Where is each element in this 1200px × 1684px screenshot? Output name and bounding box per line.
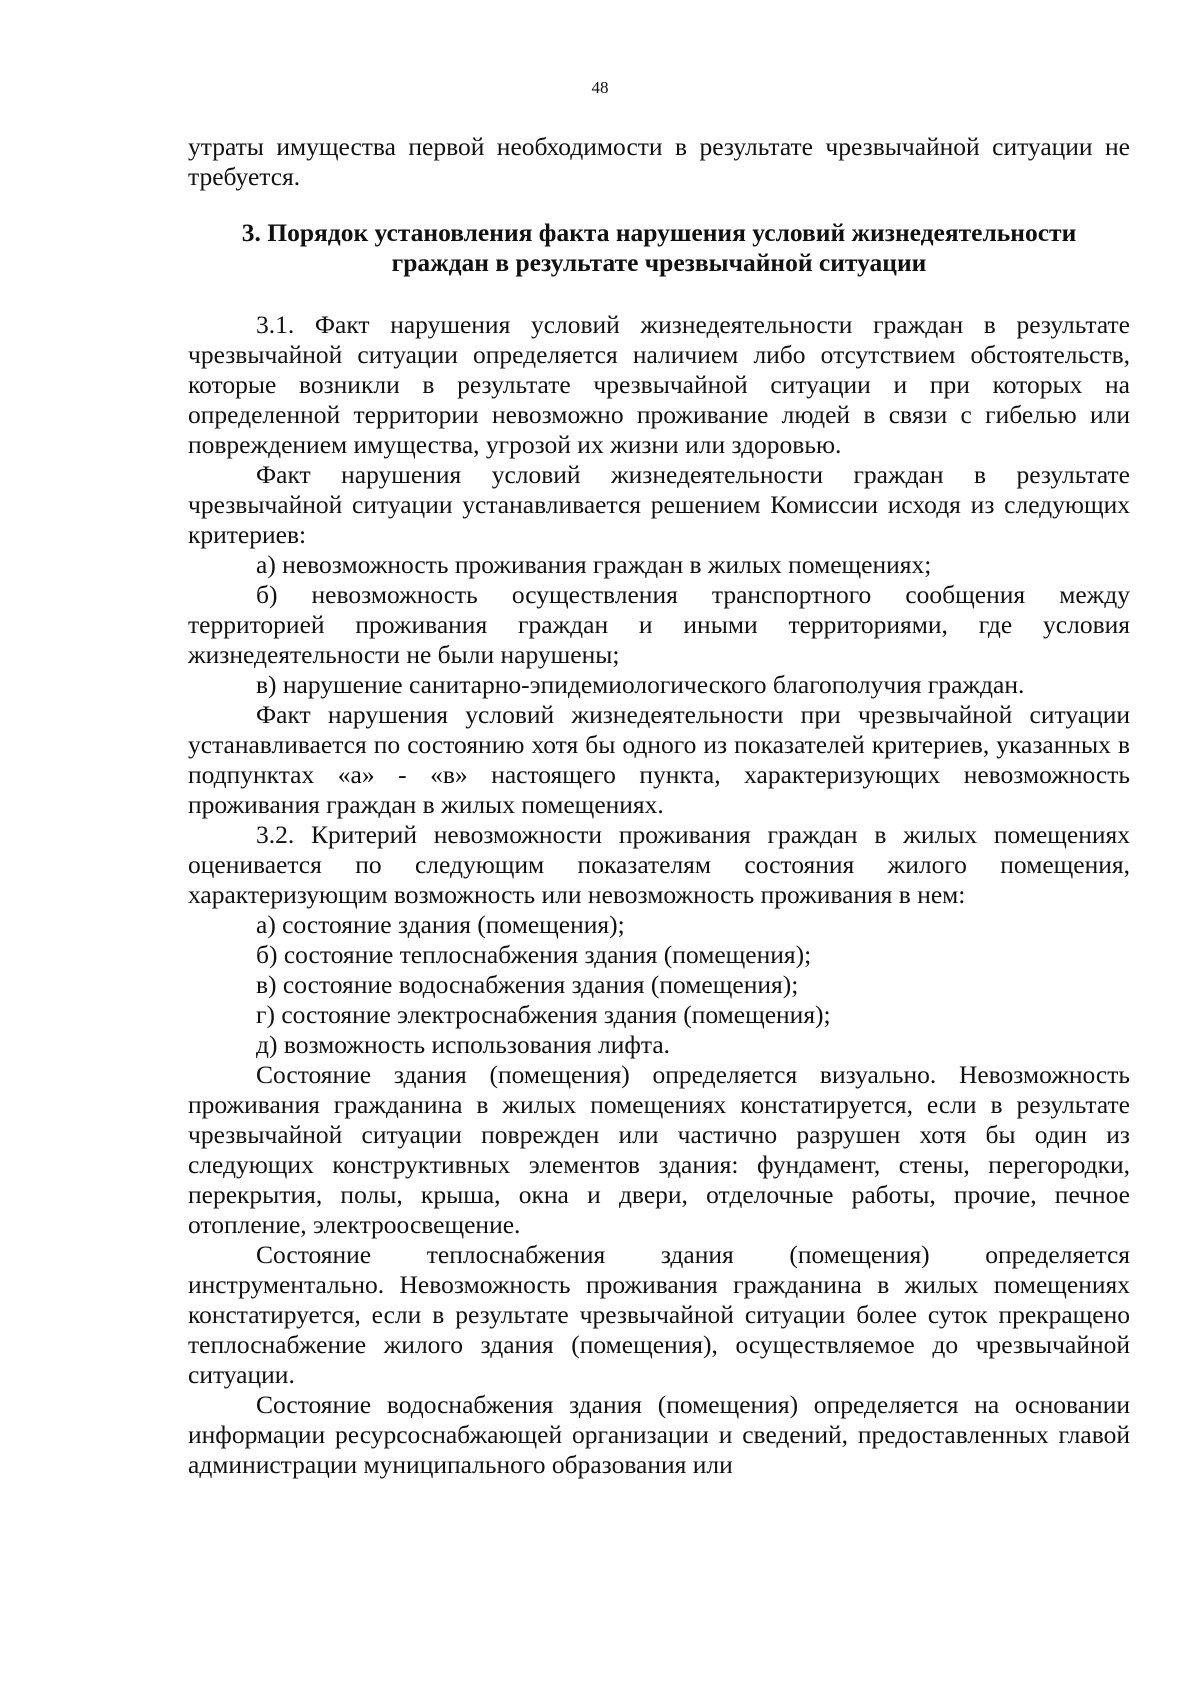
paragraph-3-1: 3.1. Факт нарушения условий жизнедеятельности граждан в результате чрезвычайной ситуации определяется наличием либо отсутствием обстоятельств, которые возникли в результате чрезвычайной ситуации и при которых на определенной территории невозможно проживание людей в связи с гибелью или повреждением имущества, угрозой их жизни или здоровью. (188, 310, 1130, 459)
intro-paragraph: утраты имущества первой необходимости в результате чрезвычайной ситуации не требуется. (188, 132, 1130, 191)
indicator-d: д) возможность использования лифта. (256, 1030, 671, 1059)
criterion-a: а) невозможность проживания граждан в жилых помещениях; (256, 550, 932, 579)
indicator-v: в) состояние водоснабжения здания (помещения); (256, 970, 799, 999)
indicator-b: б) состояние теплоснабжения здания (помещения); (256, 940, 812, 969)
criterion-b: б) невозможность осуществления транспортного сообщения между территорией проживания граждан и иными территориями, где условия жизнедеятельности не были нарушены; (188, 580, 1130, 669)
paragraph-criteria-rule: Факт нарушения условий жизнедеятельности при чрезвычайной ситуации устанавливается по состоянию хотя бы одного из показателей критериев, указанных в подпунктах «а» - «в» настоящего пункта, характеризующих невозможность проживания граждан в жилых помещениях. (188, 700, 1130, 819)
indicator-a: а) состояние здания (помещения); (256, 910, 625, 939)
paragraph-criteria-intro: Факт нарушения условий жизнедеятельности граждан в результате чрезвычайной ситуации устанавливается решением Комиссии исходя из следующих критериев: (188, 460, 1130, 549)
paragraph-heating-state: Состояние теплоснабжения здания (помещения) определяется инструментально. Невозможность проживания гражданина в жилых помещениях констатируется, если в результате чрезвычайной ситуации более суток прекращено теплоснабжение жилого здания (помещения), осуществляемое до чрезвычайной ситуации. (188, 1240, 1130, 1389)
paragraph-water-state: Состояние водоснабжения здания (помещения) определяется на основании информации ресурсоснабжающей организации и сведений, предоставленных главой администрации муниципального образования или (188, 1390, 1130, 1479)
section-heading-line-2: граждан в результате чрезвычайной ситуации (391, 248, 927, 277)
indicator-g: г) состояние электроснабжения здания (помещения); (256, 1000, 831, 1029)
section-heading (188, 218, 1130, 278)
section-heading-line-1: 3. Порядок установления факта нарушения условий жизнедеятельности (241, 218, 1077, 247)
paragraph-3-2: 3.2. Критерий невозможности проживания граждан в жилых помещениях оценивается по следующим показателям состояния жилого помещения, характеризующим возможность или невозможность проживания в нем: (188, 820, 1130, 909)
paragraph-building-state: Состояние здания (помещения) определяется визуально. Невозможность проживания гражданина в жилых помещениях констатируется, если в результате чрезвычайной ситуации поврежден или частично разрушен хотя бы один из следующих конструктивных элементов здания: фундамент, стены, перегородки, перекрытия, полы, крыша, окна и двери, отделочные работы, прочие, печное отопление, электроосвещение. (188, 1060, 1130, 1239)
criterion-v: в) нарушение санитарно-эпидемиологического благополучия граждан. (256, 670, 1025, 699)
document-body (188, 132, 1130, 1480)
page-number: 48 (591, 78, 609, 97)
